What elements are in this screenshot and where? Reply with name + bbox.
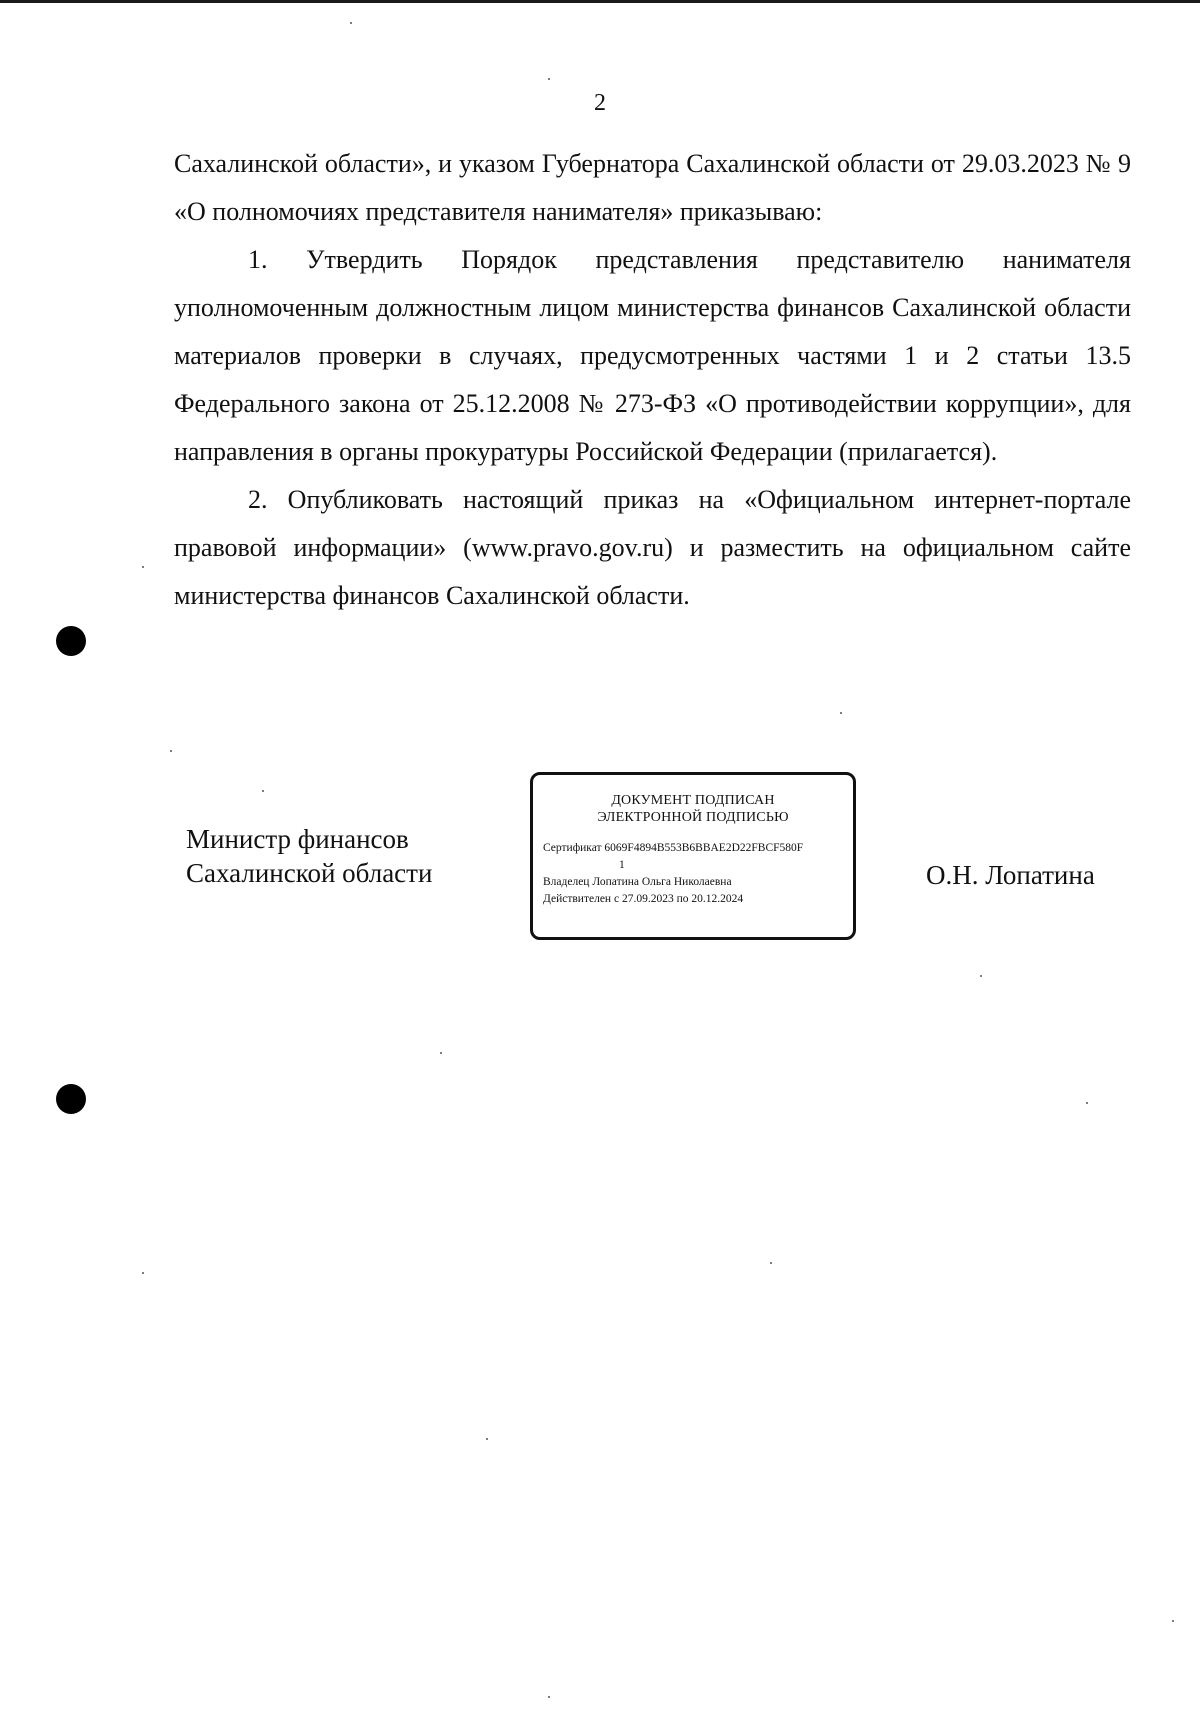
stamp-certificate-continuation: 1 <box>619 859 625 871</box>
scan-speck <box>548 1696 550 1698</box>
order-body <box>174 140 1131 620</box>
stamp-validity: Действителен с 27.09.2023 по 20.12.2024 <box>543 893 744 905</box>
scan-speck <box>548 78 550 80</box>
paragraph-item-1: 1. Утвердить Порядок представления представителю нанимателя уполномоченным должностным лицом министерства финансов Сахалинской области материалов проверки в случаях, предусмотренных частями 1 и 2 статьи 13.5 Федерального закона от 25.12.2008 № 273-ФЗ «О противодействии коррупции», для направления в органы прокуратуры Российской Федерации (прилагается). <box>174 245 1131 466</box>
stamp-owner: Владелец Лопатина Ольга Николаевна <box>543 876 732 888</box>
stamp-heading-line1: ДОКУМЕНТ ПОДПИСАН <box>611 793 775 808</box>
stamp-heading <box>533 792 853 826</box>
page-number: 2 <box>594 90 606 116</box>
stamp-certificate: Сертификат 6069F4894B553B6BBAE2D22FBCF580F <box>543 842 804 854</box>
scan-speck <box>980 975 982 977</box>
scan-speck <box>1172 1620 1174 1622</box>
punch-hole-lower <box>56 1084 86 1114</box>
paragraph-item-2: 2. Опубликовать настоящий приказ на «Официальном интернет-портале правовой информации» (www.pravo.gov.ru) и разместить на официальном сайте министерства финансов Сахалинской области. <box>174 485 1131 610</box>
scan-speck <box>840 712 842 714</box>
scan-speck <box>486 1438 488 1440</box>
scan-speck <box>440 1052 442 1054</box>
scan-speck <box>350 22 352 24</box>
signatory-position-line2: Сахалинской области <box>186 858 433 888</box>
scan-speck <box>142 566 144 568</box>
stamp-heading-line2: ЭЛЕКТРОННОЙ ПОДПИСЬЮ <box>597 810 789 825</box>
scan-speck <box>142 1272 144 1274</box>
scan-speck <box>170 750 172 752</box>
paragraph-preamble: Сахалинской области», и указом Губернатора Сахалинской области от 29.03.2023 № 9 «О полномочиях представителя нанимателя» приказываю: <box>174 149 1131 226</box>
scan-top-edge <box>0 0 1200 3</box>
scan-speck <box>770 1262 772 1264</box>
signatory-position <box>186 822 432 890</box>
scan-speck <box>1086 1102 1088 1104</box>
electronic-signature-stamp <box>530 772 856 940</box>
punch-hole-upper <box>56 626 86 656</box>
scan-speck <box>262 790 264 792</box>
signatory-position-line1: Министр финансов <box>186 824 409 854</box>
signatory-name: О.Н. Лопатина <box>926 860 1095 890</box>
